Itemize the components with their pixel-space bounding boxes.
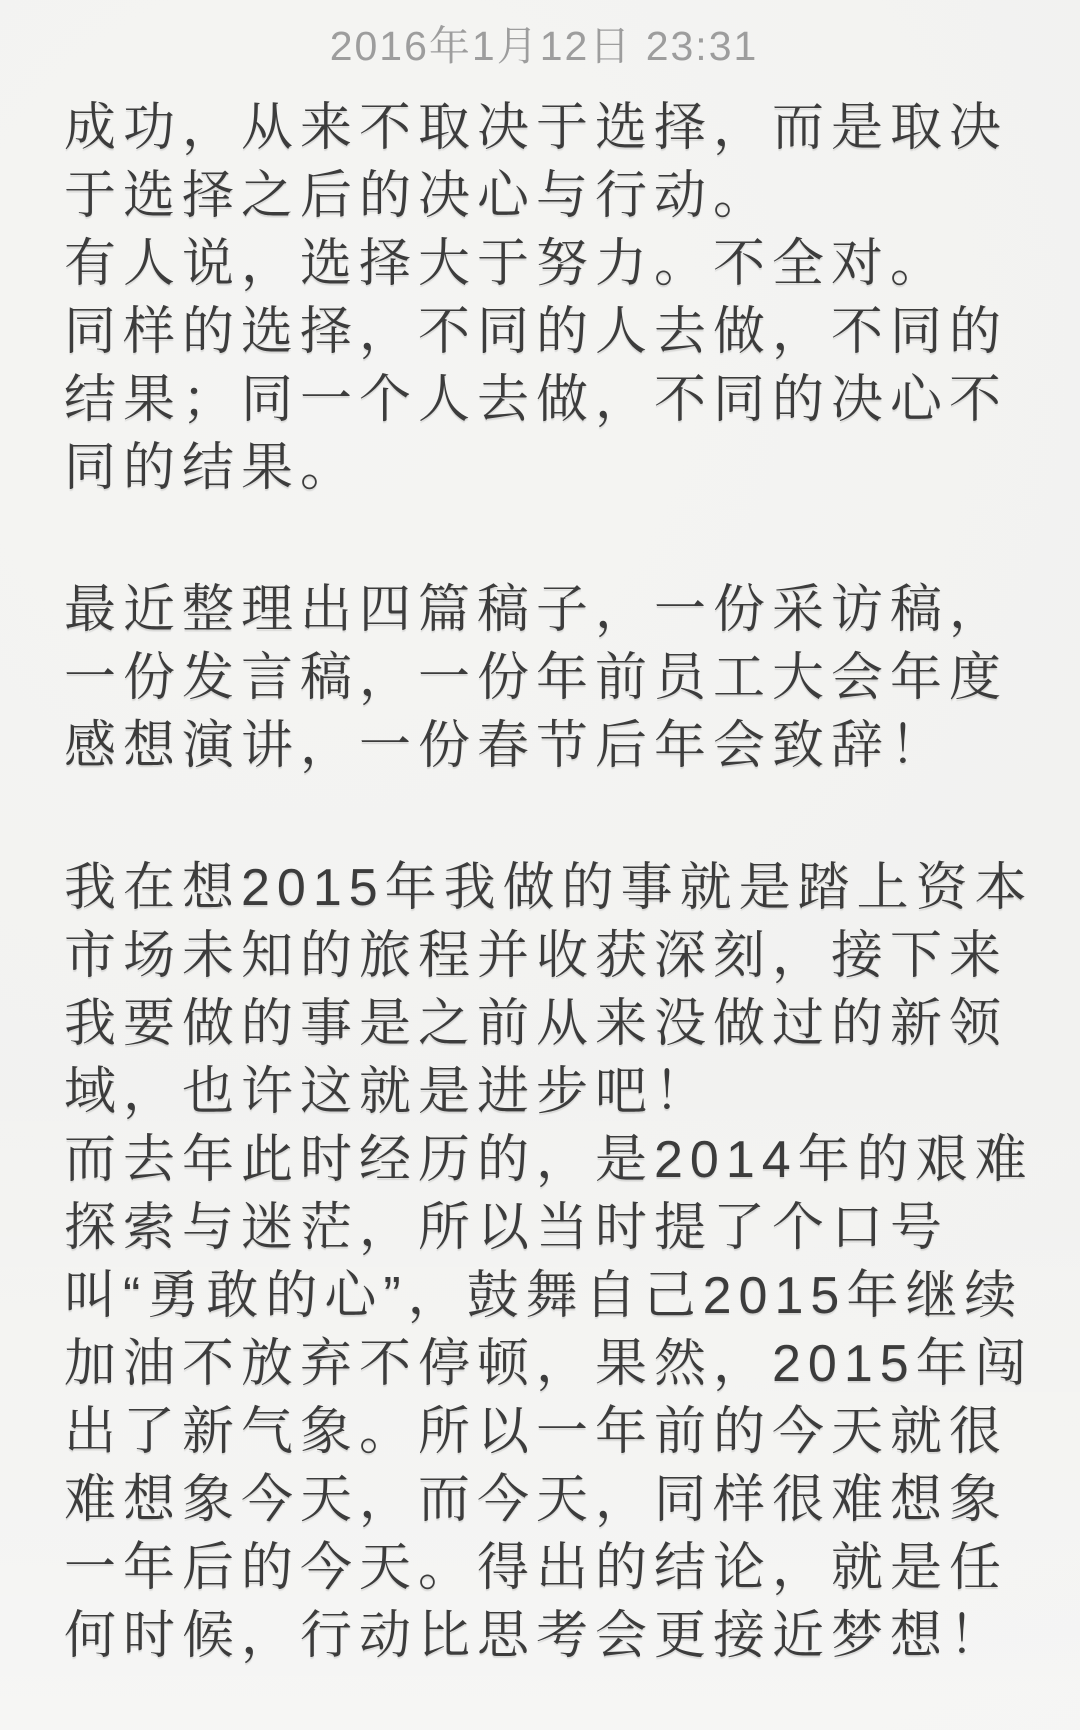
text-line: 一份发言稿，一份年前员工大会年度 [64,649,1009,707]
text-line: 我在想2015年我做的事就是踏上资本 [64,859,1034,917]
text-line: 市场未知的旅程并收获深刻，接下来 [64,927,1009,985]
timestamp: 2016年1月12日 23:31 [329,23,759,69]
text-line: 叫“勇敢的心”，鼓舞自己2015年继续 [64,1267,1024,1325]
note-body [64,94,1034,1670]
text-line: 同样的选择，不同的人去做，不同的 [64,303,1009,361]
text-line: 域，也许这就是进步吧！ [64,1063,714,1121]
text-line: 最近整理出四篇稿子，一份采访稿， [64,581,1009,639]
text-line: 一年后的今天。得出的结论，就是任 [64,1539,1009,1597]
text-line: 结果；同一个人去做，不同的决心不 [64,371,1009,429]
text-line: 于选择之后的决心与行动。 [64,167,773,225]
text-line: 探索与迷茫，所以当时提了个口号 [64,1199,950,1257]
text-line: 感想演讲，一份春节后年会致辞！ [64,717,950,775]
text-line: 成功，从来不取决于选择，而是取决 [64,99,1009,157]
paragraph [64,94,1024,502]
text-line: 我要做的事是之前从来没做过的新领 [64,995,1009,1053]
text-line: 难想象今天，而今天，同样很难想象 [64,1471,1009,1529]
text-line: 有人说，选择大于努力。不全对。 [64,235,950,293]
text-line: 加油不放弃不停顿，果然，2015年闯 [64,1335,1034,1393]
paragraph [64,576,1024,780]
text-line: 而去年此时经历的，是2014年的艰难 [64,1131,1034,1189]
text-line: 同的结果。 [64,439,360,497]
paragraph [64,854,1034,1670]
text-line: 何时候，行动比思考会更接近梦想！ [64,1607,1009,1665]
text-line: 出了新气象。所以一年前的今天就很 [64,1403,1009,1461]
